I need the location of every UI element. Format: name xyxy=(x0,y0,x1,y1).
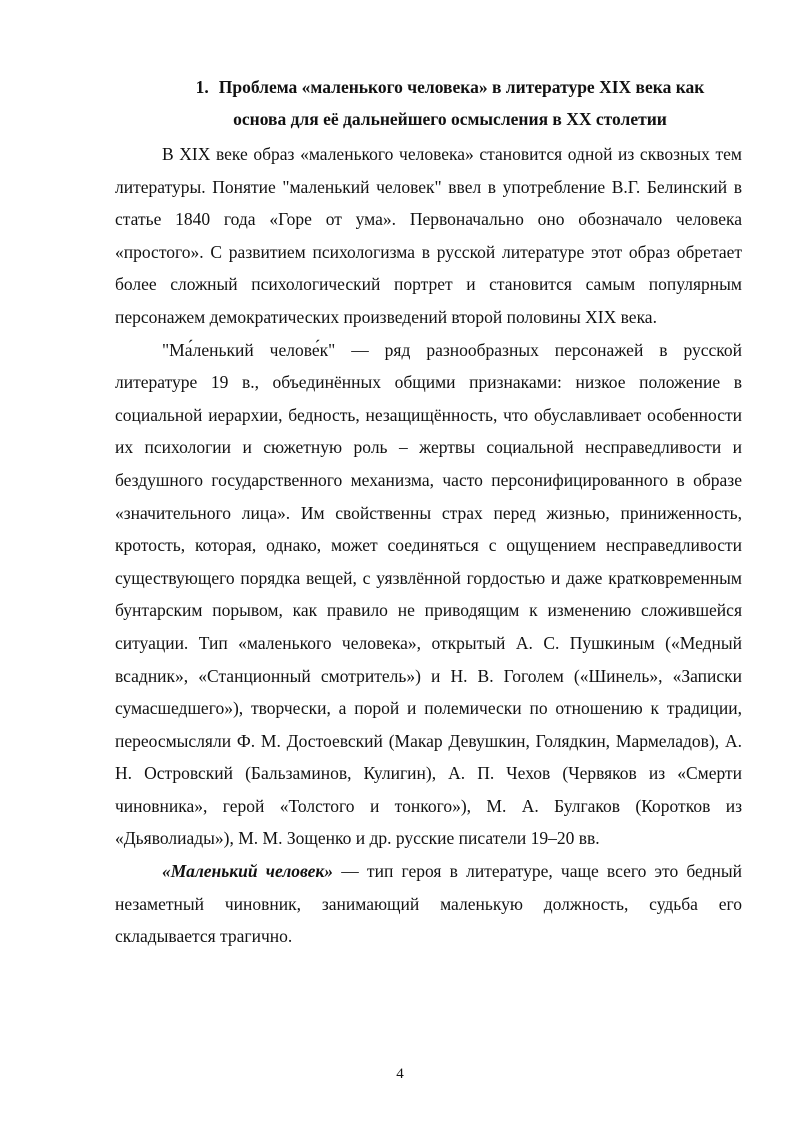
page-number: 4 xyxy=(396,1066,404,1082)
section-heading xyxy=(150,71,750,135)
section-heading-text-2: основа для её дальнейшего осмысления в XX столетии xyxy=(233,109,667,129)
paragraph-definition-short xyxy=(115,855,742,953)
paragraph-definition-long: "Ма́ленький челове́к" — ряд разнообразных персонажей в русской литературе 19 в., объединённых общими признаками: низкое положение в социальной иерархии, бедность, незащищённость, что обуславливает особенности их психологии и сюжетную роль – жертвы социальной несправедливости и бездушного государственного механизма, часто персонифицированного в образе «значительного лица». Им свойственны страх перед жизнью, приниженность, кротость, которая, однако, может соединяться с ощущением несправедливости существующего порядка вещей, с уязвлённой гордостью и даже кратковременным бунтарским порывом, как правило не приводящим к изменению сложившейся ситуации. Тип «маленького человека», открытый А. С. Пушкиным («Медный всадник», «Станционный смотритель») и Н. В. Гоголем («Шинель», «Записки сумасшедшего»), творчески, а порой и полемически по отношению к традиции, переосмысляли Ф. М. Достоевский (Макар Девушкин, Голядкин, Мармеладов), А. Н. Островский (Бальзаминов, Кулигин), А. П. Чехов (Червяков из «Смерти чиновника», герой «Толстого и тонкого»), М. А. Булгаков (Коротков из «Дьяволиады»), М. М. Зощенко и др. русские писатели 19–20 вв. xyxy=(115,339,742,849)
defined-term: «Маленький человек» xyxy=(162,861,334,882)
definition-text: — тип героя в литературе, чаще всего это бедный незаметный чиновник, занимающий маленькую должность, судьба его складывается трагично. xyxy=(115,861,742,947)
body-text xyxy=(115,138,742,953)
section-heading-line-1 xyxy=(150,71,750,103)
paragraph-intro: В XIX веке образ «маленького человека» становится одной из сквозных тем литературы. Понятие "маленький человек" ввел в употребление В.Г. Белинский в статье 1840 года «Горе от ума». Первоначально оно обозначало человека «простого». С развитием психологизма в русской литературе этот образ обретает более сложный психологический портрет и становится самым популярным персонажем демократических произведений второй половины XIX века. xyxy=(115,144,742,327)
section-heading-line-2 xyxy=(150,103,750,135)
section-number: 1. xyxy=(195,77,209,97)
section-heading-text-1: Проблема «маленького человека» в литературе XIX века как xyxy=(218,77,705,97)
